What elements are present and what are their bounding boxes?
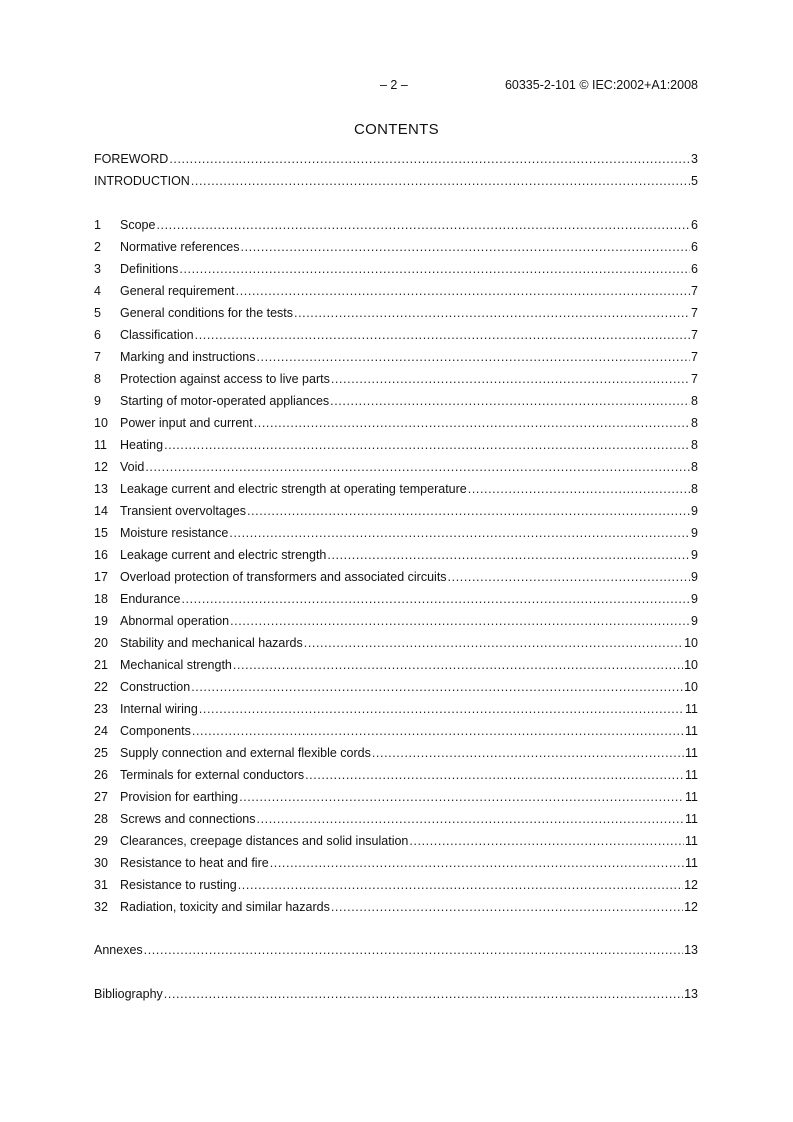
toc-entry-page: 8 (691, 394, 698, 408)
toc-entry-clause[interactable] (94, 434, 698, 456)
toc-entry-number: 26 (94, 768, 108, 782)
toc-entry-clause[interactable] (94, 544, 698, 566)
toc-entry-label: Components (120, 724, 191, 738)
toc-entry-clause[interactable] (94, 808, 698, 830)
toc-entry-number: 23 (94, 702, 108, 716)
toc-entry-label: Endurance (120, 592, 181, 606)
toc-entry-clause[interactable] (94, 258, 698, 280)
toc-entry-clause[interactable] (94, 698, 698, 720)
leader-dots (230, 610, 690, 632)
toc-entry-label: Terminals for external conductors (120, 768, 305, 782)
toc-entry-label: Leakage current and electric strength at operating temperature (120, 482, 467, 496)
toc-entry-page: 9 (691, 592, 698, 606)
leader-dots (239, 786, 684, 808)
toc-entry-number: 27 (94, 790, 108, 804)
leader-dots (304, 632, 683, 654)
toc-entry-page: 12 (684, 900, 698, 914)
leader-dots (256, 346, 690, 368)
toc-entry-page: 11 (685, 790, 698, 804)
toc-entry-page: 11 (685, 768, 698, 782)
toc-entry-number: 5 (94, 306, 101, 320)
toc-entry-clause[interactable] (94, 588, 698, 610)
toc-entry-label: Provision for earthing (120, 790, 239, 804)
leader-dots (191, 170, 690, 192)
toc-entry-number: 19 (94, 614, 108, 628)
toc-entry-number: 24 (94, 724, 108, 738)
toc-entry-clause[interactable] (94, 368, 698, 390)
toc-entry-clause[interactable] (94, 280, 698, 302)
toc-entry-page: 11 (685, 812, 698, 826)
toc-entry-number: 6 (94, 328, 101, 342)
toc-entry-label: Protection against access to live parts (120, 372, 330, 386)
leader-dots (236, 280, 690, 302)
leader-dots (156, 214, 690, 236)
toc-entry-label: Construction (120, 680, 191, 694)
leader-dots (327, 544, 690, 566)
toc-entry-label: INTRODUCTION (94, 174, 190, 188)
toc-entry-page: 6 (691, 240, 698, 254)
leader-dots (233, 654, 683, 676)
toc-entry-label: Power input and current (120, 416, 253, 430)
toc-entry-number: 7 (94, 350, 101, 364)
toc-entry-page: 11 (685, 856, 698, 870)
toc-entry-page: 9 (691, 570, 698, 584)
toc-entry-page: 8 (691, 416, 698, 430)
toc-entry-clause[interactable] (94, 302, 698, 324)
toc-entry-label: Supply connection and external flexible cords (120, 746, 371, 760)
toc-entry-clause[interactable] (94, 874, 698, 896)
toc-entry-label: Transient overvoltages (120, 504, 246, 518)
toc-entry-number: 32 (94, 900, 108, 914)
leader-dots (164, 434, 690, 456)
toc-entry-clause[interactable] (94, 478, 698, 500)
toc-entry-page: 5 (691, 174, 698, 188)
leader-dots (305, 764, 684, 786)
page-header (0, 77, 793, 93)
leader-dots (294, 302, 690, 324)
leader-dots (468, 478, 690, 500)
toc-entry-clause[interactable] (94, 830, 698, 852)
toc-entry-clause[interactable] (94, 654, 698, 676)
toc-entry-label: Bibliography (94, 987, 163, 1001)
toc-entry-page: 10 (684, 636, 698, 650)
leader-dots (331, 368, 690, 390)
leader-dots (409, 830, 684, 852)
toc-entry-page: 11 (685, 724, 698, 738)
leader-dots (241, 236, 691, 258)
toc-entry-page: 11 (685, 746, 698, 760)
toc-entry-clause[interactable] (94, 852, 698, 874)
toc-entry-page: 7 (691, 306, 698, 320)
toc-entry-label: Resistance to heat and fire (120, 856, 269, 870)
toc-entry-clause[interactable] (94, 236, 698, 258)
toc-entry-clause[interactable] (94, 412, 698, 434)
leader-dots (164, 983, 683, 1005)
leader-dots (179, 258, 690, 280)
toc-entry-page: 6 (691, 218, 698, 232)
toc-annexes (94, 939, 698, 961)
toc-entry-number: 14 (94, 504, 108, 518)
leader-dots (331, 896, 683, 918)
toc-entry-number: 31 (94, 878, 108, 892)
toc-entry-page: 11 (685, 702, 698, 716)
leader-dots (448, 566, 691, 588)
toc-entry-page: 13 (684, 987, 698, 1001)
toc-entry-label: Mechanical strength (120, 658, 232, 672)
toc-entry-label: Screws and connections (120, 812, 256, 826)
leader-dots (181, 588, 690, 610)
toc-entry-clause[interactable] (94, 566, 698, 588)
toc-entry-number: 10 (94, 416, 108, 430)
toc-entry-label: Internal wiring (120, 702, 198, 716)
toc-entry-clause[interactable] (94, 522, 698, 544)
toc-entry-label: Stability and mechanical hazards (120, 636, 303, 650)
leader-dots (195, 324, 690, 346)
toc-entry-clause[interactable] (94, 346, 698, 368)
toc-entry-label: FOREWORD (94, 152, 169, 166)
contents-title: CONTENTS (354, 121, 439, 138)
toc-entry-foreword[interactable] (94, 148, 698, 170)
toc-entry-clause[interactable] (94, 742, 698, 764)
toc-entry-label: Clearances, creepage distances and solid insulation (120, 834, 409, 848)
toc-entry-label: Normative references (120, 240, 240, 254)
toc-front-matter (94, 148, 698, 192)
toc-entry-clause[interactable] (94, 456, 698, 478)
toc-bibliography (94, 983, 698, 1005)
page-number: – 2 – (380, 78, 408, 92)
toc-entry-clause[interactable] (94, 214, 698, 236)
toc-entry-page: 12 (684, 878, 698, 892)
toc-entry-label: General conditions for the tests (120, 306, 294, 320)
toc-entry-number: 16 (94, 548, 108, 562)
toc-entry-label: Radiation, toxicity and similar hazards (120, 900, 330, 914)
toc-entry-number: 15 (94, 526, 108, 540)
toc-entry-number: 2 (94, 240, 101, 254)
toc-entry-label: Leakage current and electric strength (120, 548, 327, 562)
toc-entry-clause[interactable] (94, 610, 698, 632)
leader-dots (270, 852, 684, 874)
toc-entry-clause[interactable] (94, 500, 698, 522)
toc-entry-number: 20 (94, 636, 108, 650)
toc-entry-page: 8 (691, 460, 698, 474)
leader-dots (330, 390, 690, 412)
standard-reference: 60335-2-101 © IEC:2002+A1:2008 (504, 78, 698, 92)
toc-entry-label: Overload protection of transformers and associated circuits (120, 570, 447, 584)
toc-entry-page: 9 (691, 526, 698, 540)
toc-entry-page: 7 (691, 328, 698, 342)
toc-entry-number: 12 (94, 460, 108, 474)
toc-entry-page: 7 (691, 350, 698, 364)
toc-entry-label: Scope (120, 218, 156, 232)
toc-entry-number: 8 (94, 372, 101, 386)
toc-entry-label: Annexes (94, 943, 143, 957)
toc-entry-number: 25 (94, 746, 108, 760)
leader-dots (169, 148, 690, 170)
toc-entry-clause[interactable] (94, 896, 698, 918)
toc-entry-clause[interactable] (94, 786, 698, 808)
leader-dots (372, 742, 684, 764)
toc-entry-page: 10 (684, 680, 698, 694)
toc-entry-number: 28 (94, 812, 108, 826)
leader-dots (247, 500, 690, 522)
toc-entry-bibliography[interactable] (94, 983, 698, 1005)
toc-entry-label: Moisture resistance (120, 526, 229, 540)
toc-entry-number: 21 (94, 658, 108, 672)
leader-dots (191, 676, 683, 698)
toc-entry-clause[interactable] (94, 390, 698, 412)
toc-entry-number: 22 (94, 680, 108, 694)
toc-entry-page: 8 (691, 482, 698, 496)
toc-entry-label: General requirement (120, 284, 235, 298)
leader-dots (199, 698, 684, 720)
toc-entry-clause[interactable] (94, 764, 698, 786)
toc-entry-page: 3 (691, 152, 698, 166)
toc-entry-label: Marking and instructions (120, 350, 256, 364)
toc-entry-label: Starting of motor-operated appliances (120, 394, 330, 408)
toc-entry-number: 13 (94, 482, 108, 496)
toc-entry-number: 18 (94, 592, 108, 606)
toc-entry-number: 29 (94, 834, 108, 848)
toc-entry-number: 30 (94, 856, 108, 870)
leader-dots (144, 939, 683, 961)
leader-dots (229, 522, 690, 544)
toc-entry-annexes[interactable] (94, 939, 698, 961)
toc-entry-page: 9 (691, 614, 698, 628)
leader-dots (238, 874, 683, 896)
leader-dots (192, 720, 684, 742)
toc-entry-number: 1 (94, 218, 101, 232)
toc-entry-page: 7 (691, 372, 698, 386)
toc-entry-clause[interactable] (94, 324, 698, 346)
toc-entry-label: Void (120, 460, 145, 474)
toc-entry-page: 11 (685, 834, 698, 848)
toc-entry-number: 3 (94, 262, 101, 276)
toc-entry-label: Resistance to rusting (120, 878, 237, 892)
toc-entry-introduction[interactable] (94, 170, 698, 192)
toc-entry-page: 8 (691, 438, 698, 452)
toc-entry-clause[interactable] (94, 720, 698, 742)
toc-entry-label: Classification (120, 328, 194, 342)
toc-entry-label: Definitions (120, 262, 179, 276)
toc-entry-number: 4 (94, 284, 101, 298)
leader-dots (145, 456, 690, 478)
toc-entry-number: 11 (94, 438, 107, 452)
toc-entry-page: 6 (691, 262, 698, 276)
leader-dots (254, 412, 690, 434)
toc-entry-page: 9 (691, 504, 698, 518)
toc-entry-page: 13 (684, 943, 698, 957)
toc-entry-label: Abnormal operation (120, 614, 230, 628)
toc-entry-page: 9 (691, 548, 698, 562)
leader-dots (257, 808, 685, 830)
toc-entry-label: Heating (120, 438, 164, 452)
toc-entry-page: 10 (684, 658, 698, 672)
toc-entry-clause[interactable] (94, 676, 698, 698)
toc-entry-number: 9 (94, 394, 101, 408)
toc-entry-page: 7 (691, 284, 698, 298)
toc-entry-number: 17 (94, 570, 108, 584)
toc-clauses (94, 214, 698, 918)
toc-entry-clause[interactable] (94, 632, 698, 654)
